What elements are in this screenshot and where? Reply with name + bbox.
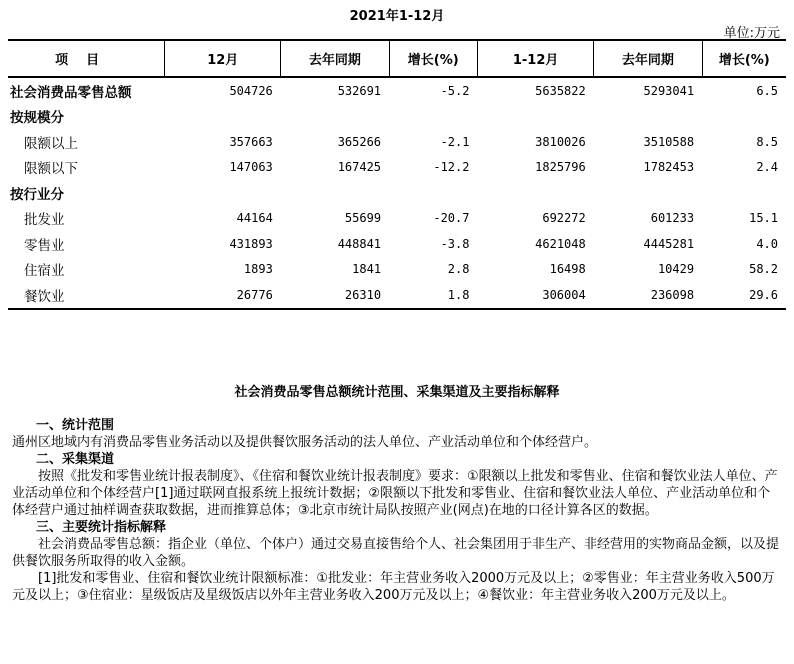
table-cell: -12.2: [433, 160, 470, 175]
row-label: 按行业分: [10, 186, 64, 203]
table-cell: -3.8: [440, 236, 470, 251]
table-cell: 5635822: [535, 83, 586, 98]
table-row: [8, 206, 786, 232]
header-growth-ytd: 增长(%): [702, 40, 786, 77]
table-cell: [165, 180, 281, 206]
table-cell: 58.2: [749, 262, 778, 277]
table-cell: 1893: [243, 262, 273, 277]
table-cell: 26310: [281, 282, 389, 309]
table-cell: 1782453: [643, 160, 695, 175]
table-cell: [281, 104, 389, 130]
section-indicator-text: 社会消费品零售总额：指企业（单位、个体户）通过交易直接售给个人、社会集团用于非生产、非经营用的实物商品金额，以及提供餐饮服务所取得的收入金额。: [12, 537, 780, 569]
row-label: 社会消费品零售总额: [10, 84, 132, 101]
table-cell: [594, 180, 702, 206]
table-cell: 167425: [337, 160, 382, 175]
table-cell: [389, 180, 477, 206]
table-row: [8, 129, 786, 155]
table-cell: [702, 180, 786, 206]
table-cell: 6.5: [756, 83, 778, 98]
table-cell: 357663: [229, 134, 273, 149]
table-cell: [702, 104, 786, 130]
row-label: 住宿业: [24, 263, 65, 280]
table-cell: 5293041: [643, 83, 695, 98]
table-cell: 431893: [229, 236, 273, 251]
table-cell: 16498: [549, 262, 586, 277]
header-growth-month: 增长(%): [389, 40, 477, 77]
table-cell: 8.5: [756, 134, 778, 149]
table-cell: [477, 104, 593, 130]
table-cell: [594, 104, 702, 130]
table-cell: 44164: [236, 211, 273, 226]
table-cell: 306004: [477, 282, 593, 309]
explanation-title: 社会消费品零售总额统计范围、采集渠道及主要指标解释: [234, 385, 560, 400]
section-channel-text: 按照《批发和零售业统计报表制度》、《住宿和餐饮业统计报表制度》要求：①限额以上批发和零售业、住宿和餐饮业法人单位、产业活动单位和个体经营户[1]通过联网直报系统上报统计数据；②限额以下批发和零售业、住宿和餐饮业法人单位、产业活动单位和个体经营户通过抽样调查获取数据，进而推算总体；③北京市统计局队按照产业(网点)在地的口径计算各区的数据。: [12, 469, 778, 518]
table-cell: 1825796: [535, 160, 586, 175]
table-cell: [165, 104, 281, 130]
section-scope-text: 通州区地域内有消费品零售业务活动以及提供餐饮服务活动的法人单位、产业活动单位和个体经营户。: [12, 435, 598, 450]
table-cell: 601233: [650, 211, 695, 226]
table-cell: 29.6: [702, 282, 786, 309]
header-last-year-ytd: 去年同期: [594, 40, 702, 77]
table-cell: 504726: [229, 83, 273, 98]
table-cell: 692272: [542, 211, 586, 226]
table-row: [8, 104, 786, 130]
table-cell: 55699: [344, 211, 382, 226]
table-row: [8, 180, 786, 206]
table-row: [8, 257, 786, 283]
table-cell: [389, 104, 477, 130]
table-cell: 3510588: [643, 134, 695, 149]
table-cell: 4621048: [535, 236, 586, 251]
table-cell: -20.7: [433, 211, 470, 226]
table-cell: 3810026: [535, 134, 586, 149]
row-label: 餐饮业: [8, 282, 165, 309]
table-cell: 532691: [337, 83, 382, 98]
header-month: 12月: [165, 40, 281, 77]
row-label: 限额以上: [24, 135, 78, 152]
header-last-year-month: 去年同期: [281, 40, 389, 77]
header-ytd: 1-12月: [477, 40, 593, 77]
explanation-body: [12, 417, 782, 604]
row-label: 零售业: [24, 237, 65, 254]
table-cell: 448841: [337, 236, 382, 251]
table-cell: 26776: [165, 282, 281, 309]
table-cell: 1.8: [389, 282, 477, 309]
table-cell: 15.1: [749, 211, 778, 226]
table-cell: [477, 180, 593, 206]
section-channel-heading: 二、采集渠道: [36, 452, 115, 467]
table-cell: 1841: [352, 262, 382, 277]
section-indicator-heading: 三、主要统计指标解释: [36, 520, 167, 535]
table-row: [8, 282, 786, 309]
table-cell: 10429: [657, 262, 695, 277]
table-cell: 4445281: [643, 236, 695, 251]
header-item: 项目: [8, 40, 165, 77]
table-header-row: [8, 40, 786, 77]
row-label: 限额以下: [24, 161, 78, 178]
report-period-title: 2021年1-12月: [349, 9, 445, 24]
table-cell: -2.1: [440, 134, 470, 149]
table-cell: 147063: [229, 160, 273, 175]
table-cell: 365266: [337, 134, 382, 149]
row-label: 批发业: [24, 212, 65, 229]
section-threshold-note: [1]批发和零售业、住宿和餐饮业统计限额标准：①批发业：年主营业务收入2000万元及以上；②零售业：年主营业务收入500万元及以上；③住宿业：星级饭店及星级饭店以外年主营业务收入200万元及以上；④餐饮业：年主营业务收入200万元及以上。: [12, 571, 775, 603]
section-scope-heading: 一、统计范围: [36, 418, 115, 433]
table-row: [8, 77, 786, 104]
table-cell: 236098: [594, 282, 702, 309]
table-cell: 2.8: [447, 262, 470, 277]
table-cell: 2.4: [756, 160, 778, 175]
row-label: 按规模分: [10, 110, 64, 127]
table-cell: -5.2: [440, 83, 470, 98]
table-cell: 4.0: [756, 236, 778, 251]
table-cell: [281, 180, 389, 206]
unit-label: 单位:万元: [723, 26, 780, 41]
table-row: [8, 231, 786, 257]
retail-sales-table: [8, 39, 786, 310]
table-row: [8, 155, 786, 181]
